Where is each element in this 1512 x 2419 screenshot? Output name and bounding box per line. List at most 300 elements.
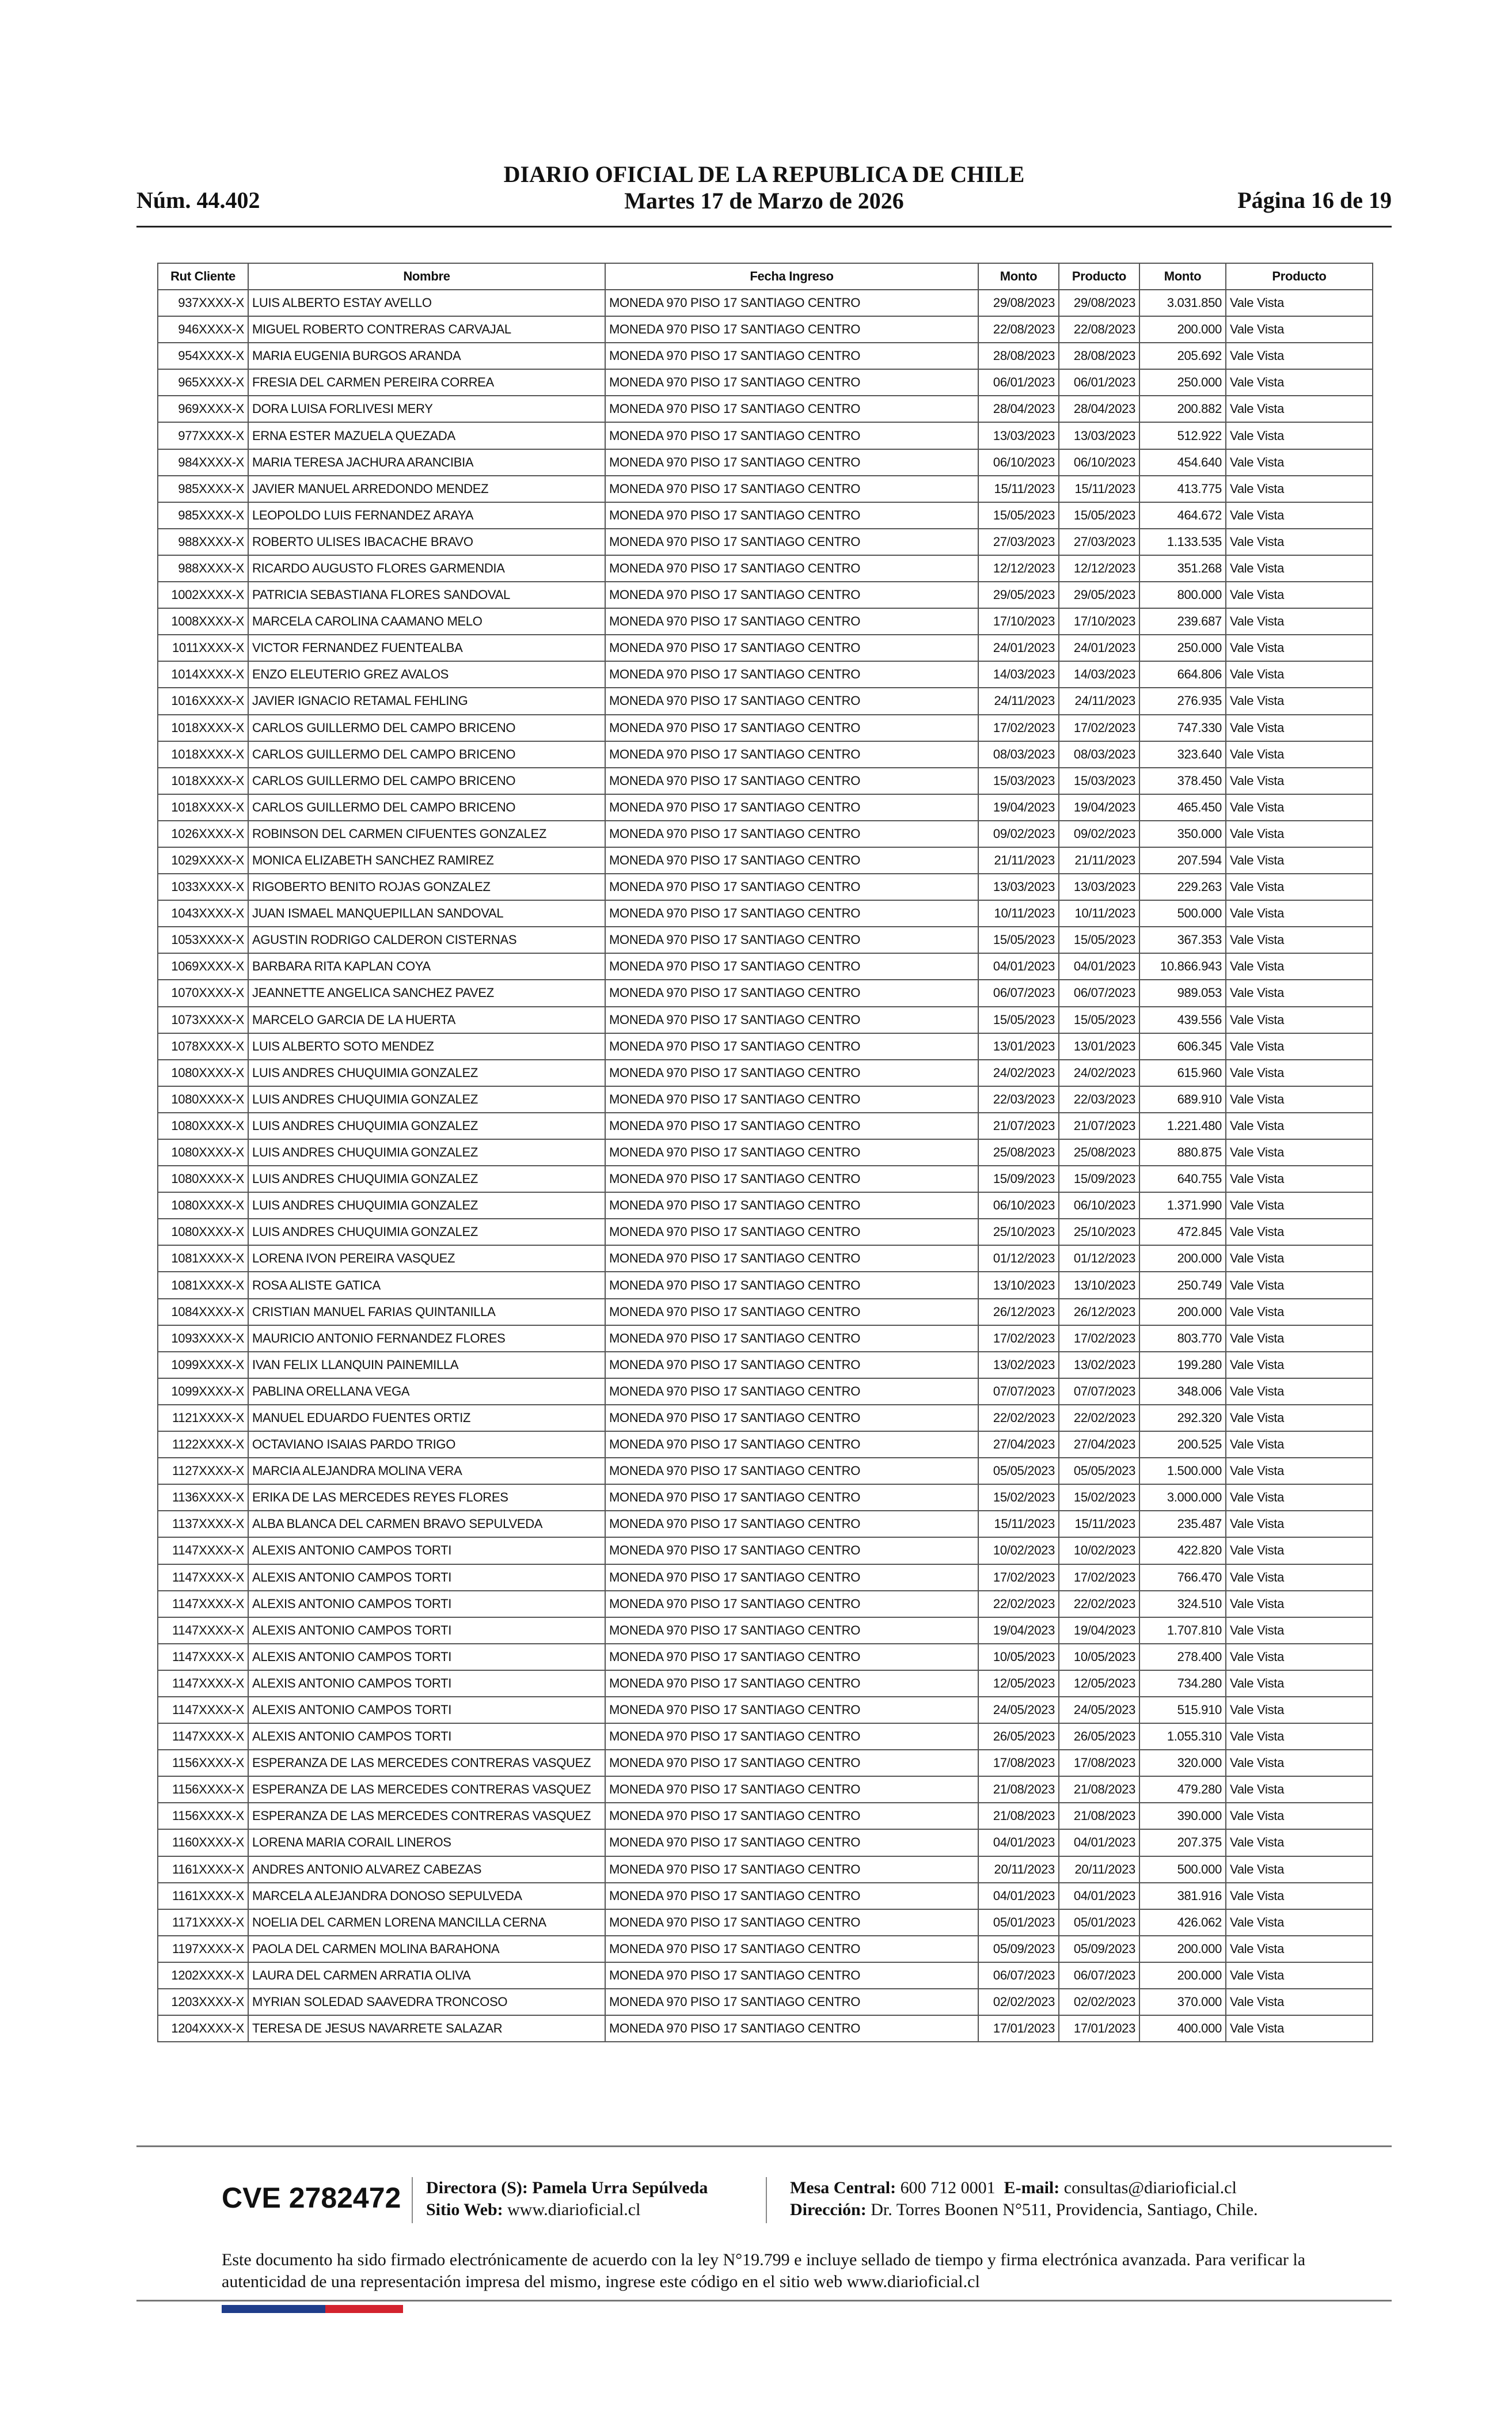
name-cell: MARCELA CAROLINA CAAMANO MELO (248, 608, 605, 635)
product-cell: Vale Vista (1226, 555, 1373, 582)
name-cell: TERESA DE JESUS NAVARRETE SALAZAR (248, 2015, 605, 2042)
date-cell: 27/03/2023 (978, 529, 1059, 555)
product-cell: Vale Vista (1226, 927, 1373, 953)
name-cell: LEOPOLDO LUIS FERNANDEZ ARAYA (248, 502, 605, 529)
amount-cell: 200.000 (1139, 1299, 1226, 1325)
date-cell: 28/04/2023 (1059, 396, 1139, 422)
email-label: E-mail: (1004, 2178, 1060, 2197)
product-cell: Vale Vista (1226, 422, 1373, 449)
product-cell: Vale Vista (1226, 1723, 1373, 1750)
date-cell: 29/05/2023 (978, 582, 1059, 608)
name-cell: LAURA DEL CARMEN ARRATIA OLIVA (248, 1962, 605, 1989)
amount-cell: 239.687 (1139, 608, 1226, 635)
table-row (158, 661, 1373, 688)
product-cell: Vale Vista (1226, 290, 1373, 316)
address-cell: MONEDA 970 PISO 17 SANTIAGO CENTRO (605, 422, 978, 449)
address-cell: MONEDA 970 PISO 17 SANTIAGO CENTRO (605, 1936, 978, 1962)
rut-cell: 1156XXXX-X (158, 1776, 248, 1803)
rut-cell: 1080XXXX-X (158, 1192, 248, 1219)
flag-bar-blue (222, 2305, 325, 2313)
address-cell: MONEDA 970 PISO 17 SANTIAGO CENTRO (605, 2015, 978, 2042)
rut-cell: 1078XXXX-X (158, 1033, 248, 1060)
product-cell: Vale Vista (1226, 1962, 1373, 1989)
amount-cell: 422.820 (1139, 1537, 1226, 1564)
web-link[interactable]: www.diarioficial.cl (507, 2200, 641, 2219)
amount-cell: 664.806 (1139, 661, 1226, 688)
table-row (158, 396, 1373, 422)
header-divider (136, 226, 1392, 228)
rut-cell: 1147XXXX-X (158, 1537, 248, 1564)
amount-cell: 515.910 (1139, 1697, 1226, 1723)
rut-cell: 1080XXXX-X (158, 1139, 248, 1166)
date-cell: 22/03/2023 (978, 1086, 1059, 1113)
product-cell: Vale Vista (1226, 1458, 1373, 1484)
amount-cell: 1.707.810 (1139, 1617, 1226, 1644)
date-cell: 15/11/2023 (1059, 476, 1139, 502)
date-cell: 25/10/2023 (1059, 1219, 1139, 1245)
address-cell: MONEDA 970 PISO 17 SANTIAGO CENTRO (605, 688, 978, 714)
date-cell: 15/05/2023 (1059, 502, 1139, 529)
date-cell: 13/10/2023 (1059, 1272, 1139, 1298)
address-cell: MONEDA 970 PISO 17 SANTIAGO CENTRO (605, 316, 978, 343)
amount-cell: 734.280 (1139, 1670, 1226, 1697)
rut-cell: 1018XXXX-X (158, 768, 248, 794)
name-cell: ESPERANZA DE LAS MERCEDES CONTRERAS VASQUEZ (248, 1750, 605, 1776)
rut-cell: 1069XXXX-X (158, 953, 248, 980)
rut-cell: 985XXXX-X (158, 502, 248, 529)
date-cell: 21/07/2023 (1059, 1113, 1139, 1139)
amount-cell: 200.000 (1139, 1936, 1226, 1962)
date-cell: 10/11/2023 (1059, 900, 1139, 927)
rut-cell: 1161XXXX-X (158, 1883, 248, 1909)
amount-cell: 1.055.310 (1139, 1723, 1226, 1750)
product-cell: Vale Vista (1226, 688, 1373, 714)
address-cell: MONEDA 970 PISO 17 SANTIAGO CENTRO (605, 1617, 978, 1644)
amount-cell: 381.916 (1139, 1883, 1226, 1909)
table-row (158, 582, 1373, 608)
rut-cell: 1081XXXX-X (158, 1272, 248, 1298)
rut-cell: 1127XXXX-X (158, 1458, 248, 1484)
product-cell: Vale Vista (1226, 715, 1373, 741)
amount-cell: 250.000 (1139, 369, 1226, 396)
amount-cell: 200.882 (1139, 396, 1226, 422)
product-cell: Vale Vista (1226, 1644, 1373, 1670)
address-cell: MONEDA 970 PISO 17 SANTIAGO CENTRO (605, 741, 978, 768)
address-cell: MONEDA 970 PISO 17 SANTIAGO CENTRO (605, 1245, 978, 1272)
date-cell: 17/10/2023 (1059, 608, 1139, 635)
name-cell: LUIS ANDRES CHUQUIMIA GONZALEZ (248, 1192, 605, 1219)
date-cell: 06/07/2023 (1059, 980, 1139, 1006)
rut-cell: 1099XXXX-X (158, 1378, 248, 1405)
amount-cell: 278.400 (1139, 1644, 1226, 1670)
address-cell: MONEDA 970 PISO 17 SANTIAGO CENTRO (605, 449, 978, 476)
product-cell: Vale Vista (1226, 1564, 1373, 1591)
product-cell: Vale Vista (1226, 1511, 1373, 1537)
rut-cell: 1084XXXX-X (158, 1299, 248, 1325)
amount-cell: 1.371.990 (1139, 1192, 1226, 1219)
table-row (158, 1060, 1373, 1086)
name-cell: ALEXIS ANTONIO CAMPOS TORTI (248, 1591, 605, 1617)
table-row (158, 900, 1373, 927)
rut-cell: 1033XXXX-X (158, 874, 248, 900)
address-cell: MONEDA 970 PISO 17 SANTIAGO CENTRO (605, 1299, 978, 1325)
rut-cell: 1147XXXX-X (158, 1670, 248, 1697)
date-cell: 08/03/2023 (978, 741, 1059, 768)
table-row (158, 555, 1373, 582)
rut-cell: 1081XXXX-X (158, 1245, 248, 1272)
page-indicator: Página 16 de 19 (1237, 187, 1392, 213)
date-cell: 25/08/2023 (1059, 1139, 1139, 1166)
name-cell: MAURICIO ANTONIO FERNANDEZ FLORES (248, 1325, 605, 1352)
table-row (158, 1883, 1373, 1909)
table-row (158, 1033, 1373, 1060)
table-row (158, 1272, 1373, 1298)
table-row (158, 715, 1373, 741)
date-cell: 26/05/2023 (978, 1723, 1059, 1750)
date-cell: 15/09/2023 (1059, 1166, 1139, 1192)
table-row (158, 529, 1373, 555)
rut-cell: 1014XXXX-X (158, 661, 248, 688)
name-cell: ROBERTO ULISES IBACACHE BRAVO (248, 529, 605, 555)
date-cell: 04/01/2023 (978, 1883, 1059, 1909)
product-cell: Vale Vista (1226, 1909, 1373, 1936)
date-cell: 19/04/2023 (1059, 794, 1139, 821)
address-cell: MONEDA 970 PISO 17 SANTIAGO CENTRO (605, 1750, 978, 1776)
page-title (136, 161, 1392, 214)
name-cell: MARCELO GARCIA DE LA HUERTA (248, 1007, 605, 1033)
table-row (158, 1750, 1373, 1776)
page-header (136, 159, 1392, 225)
rut-cell: 1026XXXX-X (158, 821, 248, 847)
date-cell: 06/10/2023 (1059, 449, 1139, 476)
name-cell: CARLOS GUILLERMO DEL CAMPO BRICENO (248, 741, 605, 768)
issue-date: Martes 17 de Marzo de 2026 (624, 188, 904, 214)
product-cell: Vale Vista (1226, 1139, 1373, 1166)
name-cell: LUIS ANDRES CHUQUIMIA GONZALEZ (248, 1113, 605, 1139)
date-cell: 12/05/2023 (978, 1670, 1059, 1697)
table-body (158, 290, 1373, 2042)
amount-cell: 747.330 (1139, 715, 1226, 741)
amount-cell: 370.000 (1139, 1989, 1226, 2015)
date-cell: 29/05/2023 (1059, 582, 1139, 608)
name-cell: MARIA TERESA JACHURA ARANCIBIA (248, 449, 605, 476)
date-cell: 21/11/2023 (1059, 847, 1139, 874)
amount-cell: 229.263 (1139, 874, 1226, 900)
address-cell: MONEDA 970 PISO 17 SANTIAGO CENTRO (605, 847, 978, 874)
footer-separator (766, 2177, 767, 2223)
name-cell: RICARDO AUGUSTO FLORES GARMENDIA (248, 555, 605, 582)
date-cell: 15/05/2023 (1059, 1007, 1139, 1033)
name-cell: ANDRES ANTONIO ALVAREZ CABEZAS (248, 1856, 605, 1883)
table-row (158, 1484, 1373, 1511)
product-cell: Vale Vista (1226, 1803, 1373, 1829)
date-cell: 10/11/2023 (978, 900, 1059, 927)
address-cell: MONEDA 970 PISO 17 SANTIAGO CENTRO (605, 582, 978, 608)
date-cell: 21/08/2023 (1059, 1803, 1139, 1829)
address-cell: MONEDA 970 PISO 17 SANTIAGO CENTRO (605, 1060, 978, 1086)
table-row (158, 688, 1373, 714)
name-cell: PAOLA DEL CARMEN MOLINA BARAHONA (248, 1936, 605, 1962)
address-cell: MONEDA 970 PISO 17 SANTIAGO CENTRO (605, 1033, 978, 1060)
rut-cell: 1160XXXX-X (158, 1829, 248, 1856)
date-cell: 17/10/2023 (978, 608, 1059, 635)
product-cell: Vale Vista (1226, 1166, 1373, 1192)
legal-notice: Este documento ha sido firmado electrónicamente de acuerdo con la ley N°19.799 e incluye sellado de tiempo y firma electrónica avanzada. Para verificar la autenticidad de una representación impresa del mismo, ingrese este código en el sitio web www.diarioficial.cl (222, 2250, 1306, 2291)
rut-cell: 1080XXXX-X (158, 1166, 248, 1192)
name-cell: MONICA ELIZABETH SANCHEZ RAMIREZ (248, 847, 605, 874)
name-cell: NOELIA DEL CARMEN LORENA MANCILLA CERNA (248, 1909, 605, 1936)
address-cell: MONEDA 970 PISO 17 SANTIAGO CENTRO (605, 768, 978, 794)
date-cell: 24/05/2023 (978, 1697, 1059, 1723)
date-cell: 26/05/2023 (1059, 1723, 1139, 1750)
address-cell: MONEDA 970 PISO 17 SANTIAGO CENTRO (605, 1776, 978, 1803)
date-cell: 29/08/2023 (978, 290, 1059, 316)
address-cell: MONEDA 970 PISO 17 SANTIAGO CENTRO (605, 1352, 978, 1378)
address-cell: MONEDA 970 PISO 17 SANTIAGO CENTRO (605, 635, 978, 661)
amount-cell: 640.755 (1139, 1166, 1226, 1192)
table-row (158, 1458, 1373, 1484)
amount-cell: 348.006 (1139, 1378, 1226, 1405)
rut-cell: 1053XXXX-X (158, 927, 248, 953)
rut-cell: 1080XXXX-X (158, 1219, 248, 1245)
date-cell: 22/02/2023 (1059, 1591, 1139, 1617)
date-cell: 22/08/2023 (978, 316, 1059, 343)
product-cell: Vale Vista (1226, 1936, 1373, 1962)
flag-bar-red (325, 2305, 403, 2313)
date-cell: 06/01/2023 (978, 369, 1059, 396)
address-cell: MONEDA 970 PISO 17 SANTIAGO CENTRO (605, 980, 978, 1006)
date-cell: 12/05/2023 (1059, 1670, 1139, 1697)
rut-cell: 1203XXXX-X (158, 1989, 248, 2015)
table-row (158, 1644, 1373, 1670)
name-cell: PABLINA ORELLANA VEGA (248, 1378, 605, 1405)
date-cell: 19/04/2023 (978, 1617, 1059, 1644)
rut-cell: 1016XXXX-X (158, 688, 248, 714)
rut-cell: 1070XXXX-X (158, 980, 248, 1006)
amount-cell: 351.268 (1139, 555, 1226, 582)
name-cell: OCTAVIANO ISAIAS PARDO TRIGO (248, 1431, 605, 1458)
date-cell: 17/01/2023 (978, 2015, 1059, 2042)
product-cell: Vale Vista (1226, 661, 1373, 688)
rut-cell: 1147XXXX-X (158, 1723, 248, 1750)
table-row (158, 1591, 1373, 1617)
amount-cell: 207.594 (1139, 847, 1226, 874)
amount-cell: 426.062 (1139, 1909, 1226, 1936)
amount-cell: 200.525 (1139, 1431, 1226, 1458)
product-cell: Vale Vista (1226, 502, 1373, 529)
name-cell: ALBA BLANCA DEL CARMEN BRAVO SEPULVEDA (248, 1511, 605, 1537)
address-cell: MONEDA 970 PISO 17 SANTIAGO CENTRO (605, 1086, 978, 1113)
date-cell: 05/05/2023 (978, 1458, 1059, 1484)
product-cell: Vale Vista (1226, 1378, 1373, 1405)
amount-cell: 606.345 (1139, 1033, 1226, 1060)
address-cell: MONEDA 970 PISO 17 SANTIAGO CENTRO (605, 874, 978, 900)
date-cell: 25/10/2023 (978, 1219, 1059, 1245)
date-cell: 14/03/2023 (1059, 661, 1139, 688)
date-cell: 17/02/2023 (1059, 1325, 1139, 1352)
address-cell: MONEDA 970 PISO 17 SANTIAGO CENTRO (605, 1431, 978, 1458)
name-cell: CARLOS GUILLERMO DEL CAMPO BRICENO (248, 794, 605, 821)
rut-cell: 1099XXXX-X (158, 1352, 248, 1378)
address-cell: MONEDA 970 PISO 17 SANTIAGO CENTRO (605, 1670, 978, 1697)
table-row (158, 1405, 1373, 1431)
date-cell: 07/07/2023 (978, 1378, 1059, 1405)
date-cell: 02/02/2023 (1059, 1989, 1139, 2015)
product-cell: Vale Vista (1226, 1245, 1373, 1272)
gazette-name: DIARIO OFICIAL DE LA REPUBLICA DE CHILE (503, 161, 1025, 187)
address-cell: MONEDA 970 PISO 17 SANTIAGO CENTRO (605, 529, 978, 555)
table-row (158, 1166, 1373, 1192)
product-cell: Vale Vista (1226, 1856, 1373, 1883)
email-link[interactable]: consultas@diarioficial.cl (1063, 2178, 1237, 2197)
address-cell: MONEDA 970 PISO 17 SANTIAGO CENTRO (605, 290, 978, 316)
date-cell: 24/01/2023 (978, 635, 1059, 661)
date-cell: 15/11/2023 (978, 1511, 1059, 1537)
date-cell: 04/01/2023 (978, 953, 1059, 980)
date-cell: 04/01/2023 (1059, 1829, 1139, 1856)
address-cell: MONEDA 970 PISO 17 SANTIAGO CENTRO (605, 1484, 978, 1511)
table-row (158, 1431, 1373, 1458)
amount-cell: 803.770 (1139, 1325, 1226, 1352)
product-cell: Vale Vista (1226, 369, 1373, 396)
date-cell: 04/01/2023 (978, 1829, 1059, 1856)
column-header: Producto (1226, 263, 1373, 290)
date-cell: 15/05/2023 (978, 502, 1059, 529)
table-row (158, 1936, 1373, 1962)
name-cell: ERNA ESTER MAZUELA QUEZADA (248, 422, 605, 449)
date-cell: 15/05/2023 (978, 927, 1059, 953)
rut-cell: 1197XXXX-X (158, 1936, 248, 1962)
table-row (158, 1670, 1373, 1697)
address-cell: MONEDA 970 PISO 17 SANTIAGO CENTRO (605, 1883, 978, 1909)
product-cell: Vale Vista (1226, 1537, 1373, 1564)
name-cell: VICTOR FERNANDEZ FUENTEALBA (248, 635, 605, 661)
rut-cell: 969XXXX-X (158, 396, 248, 422)
table-row (158, 635, 1373, 661)
date-cell: 20/11/2023 (978, 1856, 1059, 1883)
table-row (158, 1299, 1373, 1325)
date-cell: 13/03/2023 (1059, 422, 1139, 449)
product-cell: Vale Vista (1226, 1299, 1373, 1325)
table-row (158, 1139, 1373, 1166)
rut-cell: 1147XXXX-X (158, 1697, 248, 1723)
table-row (158, 847, 1373, 874)
date-cell: 04/01/2023 (1059, 1883, 1139, 1909)
product-cell: Vale Vista (1226, 1670, 1373, 1697)
amount-cell: 439.556 (1139, 1007, 1226, 1033)
product-cell: Vale Vista (1226, 582, 1373, 608)
product-cell: Vale Vista (1226, 1325, 1373, 1352)
rut-cell: 1156XXXX-X (158, 1803, 248, 1829)
date-cell: 13/10/2023 (978, 1272, 1059, 1298)
name-cell: CRISTIAN MANUEL FARIAS QUINTANILLA (248, 1299, 605, 1325)
table-row (158, 476, 1373, 502)
table-row (158, 1697, 1373, 1723)
date-cell: 28/08/2023 (978, 343, 1059, 369)
product-cell: Vale Vista (1226, 874, 1373, 900)
amount-cell: 479.280 (1139, 1776, 1226, 1803)
name-cell: AGUSTIN RODRIGO CALDERON CISTERNAS (248, 927, 605, 953)
product-cell: Vale Vista (1226, 396, 1373, 422)
product-cell: Vale Vista (1226, 1883, 1373, 1909)
product-cell: Vale Vista (1226, 1272, 1373, 1298)
address-cell: MONEDA 970 PISO 17 SANTIAGO CENTRO (605, 953, 978, 980)
table-row (158, 1723, 1373, 1750)
address-value: Dr. Torres Boonen N°511, Providencia, Santiago, Chile. (871, 2200, 1258, 2219)
date-cell: 27/04/2023 (978, 1431, 1059, 1458)
table-row (158, 1856, 1373, 1883)
date-cell: 21/08/2023 (1059, 1776, 1139, 1803)
name-cell: ALEXIS ANTONIO CAMPOS TORTI (248, 1723, 605, 1750)
product-cell: Vale Vista (1226, 1776, 1373, 1803)
date-cell: 19/04/2023 (1059, 1617, 1139, 1644)
date-cell: 01/12/2023 (978, 1245, 1059, 1272)
amount-cell: 413.775 (1139, 476, 1226, 502)
name-cell: MYRIAN SOLEDAD SAAVEDRA TRONCOSO (248, 1989, 605, 2015)
table-row (158, 316, 1373, 343)
address-cell: MONEDA 970 PISO 17 SANTIAGO CENTRO (605, 1856, 978, 1883)
address-cell: MONEDA 970 PISO 17 SANTIAGO CENTRO (605, 1962, 978, 1989)
name-cell: LUIS ALBERTO ESTAY AVELLO (248, 290, 605, 316)
rut-cell: 1018XXXX-X (158, 715, 248, 741)
date-cell: 13/01/2023 (1059, 1033, 1139, 1060)
date-cell: 10/02/2023 (1059, 1537, 1139, 1564)
name-cell: ROSA ALISTE GATICA (248, 1272, 605, 1298)
product-cell: Vale Vista (1226, 343, 1373, 369)
footer-director-block (426, 2177, 708, 2221)
address-cell: MONEDA 970 PISO 17 SANTIAGO CENTRO (605, 1113, 978, 1139)
date-cell: 06/07/2023 (1059, 1962, 1139, 1989)
address-cell: MONEDA 970 PISO 17 SANTIAGO CENTRO (605, 927, 978, 953)
amount-cell: 378.450 (1139, 768, 1226, 794)
name-cell: DORA LUISA FORLIVESI MERY (248, 396, 605, 422)
amount-cell: 400.000 (1139, 2015, 1226, 2042)
table-row (158, 502, 1373, 529)
date-cell: 15/03/2023 (978, 768, 1059, 794)
amount-cell: 500.000 (1139, 900, 1226, 927)
date-cell: 06/10/2023 (978, 1192, 1059, 1219)
name-cell: ALEXIS ANTONIO CAMPOS TORTI (248, 1617, 605, 1644)
name-cell: MARIA EUGENIA BURGOS ARANDA (248, 343, 605, 369)
date-cell: 15/05/2023 (978, 1007, 1059, 1033)
column-header: Nombre (248, 263, 605, 290)
date-cell: 27/03/2023 (1059, 529, 1139, 555)
name-cell: MARCIA ALEJANDRA MOLINA VERA (248, 1458, 605, 1484)
product-cell: Vale Vista (1226, 741, 1373, 768)
amount-cell: 3.031.850 (1139, 290, 1226, 316)
name-cell: LUIS ANDRES CHUQUIMIA GONZALEZ (248, 1060, 605, 1086)
product-cell: Vale Vista (1226, 900, 1373, 927)
rut-cell: 1147XXXX-X (158, 1564, 248, 1591)
address-cell: MONEDA 970 PISO 17 SANTIAGO CENTRO (605, 1697, 978, 1723)
rut-cell: 1122XXXX-X (158, 1431, 248, 1458)
table-row (158, 1803, 1373, 1829)
address-cell: MONEDA 970 PISO 17 SANTIAGO CENTRO (605, 1166, 978, 1192)
date-cell: 10/05/2023 (1059, 1644, 1139, 1670)
date-cell: 22/02/2023 (978, 1591, 1059, 1617)
rut-cell: 965XXXX-X (158, 369, 248, 396)
date-cell: 22/08/2023 (1059, 316, 1139, 343)
product-cell: Vale Vista (1226, 1431, 1373, 1458)
rut-cell: 1147XXXX-X (158, 1591, 248, 1617)
table-row (158, 1989, 1373, 2015)
table-row (158, 1086, 1373, 1113)
name-cell: ENZO ELEUTERIO GREZ AVALOS (248, 661, 605, 688)
date-cell: 24/02/2023 (978, 1060, 1059, 1086)
table-row (158, 1378, 1373, 1405)
date-cell: 15/11/2023 (1059, 1511, 1139, 1537)
date-cell: 15/02/2023 (1059, 1484, 1139, 1511)
